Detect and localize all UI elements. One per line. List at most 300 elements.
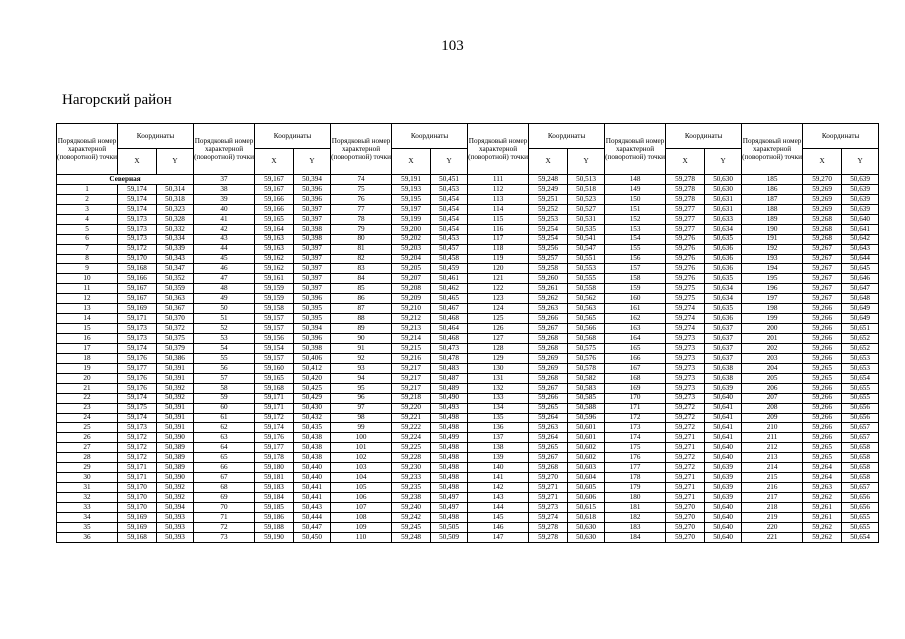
- y-cell: 50,392: [157, 483, 194, 493]
- point-number-cell: 142: [468, 483, 529, 493]
- point-number-cell: 10: [57, 274, 118, 284]
- point-number-cell: 126: [468, 324, 529, 334]
- point-number-cell: 174: [605, 433, 666, 443]
- y-cell: 50,604: [568, 473, 605, 483]
- point-number-cell: 128: [468, 343, 529, 353]
- x-cell: 59,245: [392, 522, 431, 532]
- point-number-cell: 55: [194, 353, 255, 363]
- x-cell: 59,267: [803, 254, 842, 264]
- y-cell: 50,631: [705, 194, 742, 204]
- point-number-cell: 124: [468, 304, 529, 314]
- y-cell: 50,640: [705, 502, 742, 512]
- coordinates-header: Координаты: [118, 124, 194, 149]
- point-number-cell: 21: [57, 383, 118, 393]
- point-number-cell: 23: [57, 403, 118, 413]
- x-cell: 59,265: [529, 443, 568, 453]
- y-cell: 50,582: [568, 373, 605, 383]
- table-row: [57, 184, 879, 194]
- point-number-cell: 134: [468, 403, 529, 413]
- x-cell: 59,172: [118, 453, 157, 463]
- table-row: [57, 294, 879, 304]
- y-cell: 50,555: [568, 274, 605, 284]
- point-number-cell: 179: [605, 483, 666, 493]
- x-cell: 59,186: [255, 512, 294, 522]
- y-cell: 50,392: [157, 393, 194, 403]
- point-number-cell: 176: [605, 453, 666, 463]
- x-cell: 59,172: [118, 433, 157, 443]
- y-cell: 50,444: [294, 512, 331, 522]
- y-cell: 50,498: [431, 463, 468, 473]
- y-cell: 50,639: [705, 383, 742, 393]
- x-cell: 59,154: [255, 343, 294, 353]
- y-cell: 50,497: [431, 493, 468, 503]
- table-row: [57, 194, 879, 204]
- y-cell: 50,391: [157, 373, 194, 383]
- x-cell: 59,159: [255, 284, 294, 294]
- y-cell: 50,531: [568, 214, 605, 224]
- x-cell: 59,215: [392, 343, 431, 353]
- y-cell: 50,647: [842, 284, 879, 294]
- x-cell: 59,272: [666, 413, 705, 423]
- point-number-cell: 135: [468, 413, 529, 423]
- x-cell: 59,157: [255, 324, 294, 334]
- x-cell: 59,166: [255, 194, 294, 204]
- x-cell: 59,265: [803, 453, 842, 463]
- point-number-cell: 199: [742, 314, 803, 324]
- point-number-cell: 136: [468, 423, 529, 433]
- x-cell: 59,262: [803, 532, 842, 542]
- y-cell: 50,541: [568, 234, 605, 244]
- x-cell: 59,177: [255, 443, 294, 453]
- y-cell: 50,566: [568, 324, 605, 334]
- x-cell: 59,183: [255, 483, 294, 493]
- x-cell: 59,168: [118, 532, 157, 542]
- x-cell: 59,166: [118, 274, 157, 284]
- x-cell: 59,266: [803, 413, 842, 423]
- point-number-cell: 133: [468, 393, 529, 403]
- x-cell: 59,176: [118, 383, 157, 393]
- point-number-cell: 30: [57, 473, 118, 483]
- y-cell: 50,518: [568, 184, 605, 194]
- x-cell: 59,276: [666, 264, 705, 274]
- x-cell: 59,266: [803, 314, 842, 324]
- point-number-cell: 65: [194, 453, 255, 463]
- point-number-cell: 84: [331, 274, 392, 284]
- x-cell: 59,171: [255, 393, 294, 403]
- y-cell: 50,513: [568, 175, 605, 185]
- x-cell: 59,170: [118, 254, 157, 264]
- table-row: [57, 393, 879, 403]
- x-cell: 59,253: [529, 214, 568, 224]
- y-cell: 50,568: [568, 334, 605, 344]
- x-cell: 59,273: [666, 373, 705, 383]
- x-cell: 59,263: [529, 423, 568, 433]
- table-row: [57, 443, 879, 453]
- point-number-cell: 24: [57, 413, 118, 423]
- y-cell: 50,453: [431, 234, 468, 244]
- y-cell: 50,657: [842, 483, 879, 493]
- x-cell: 59,168: [118, 264, 157, 274]
- x-cell: 59,266: [803, 393, 842, 403]
- point-number-cell: 191: [742, 234, 803, 244]
- y-cell: 50,645: [842, 264, 879, 274]
- y-cell: 50,641: [705, 413, 742, 423]
- x-cell: 59,177: [118, 363, 157, 373]
- x-header: X: [666, 149, 705, 175]
- point-number-cell: 162: [605, 314, 666, 324]
- point-number-cell: 50: [194, 304, 255, 314]
- y-cell: 50,615: [568, 502, 605, 512]
- point-number-cell: 22: [57, 393, 118, 403]
- point-number-cell: 94: [331, 373, 392, 383]
- y-cell: 50,440: [294, 463, 331, 473]
- x-cell: 59,199: [392, 214, 431, 224]
- x-cell: 59,221: [392, 413, 431, 423]
- point-number-cell: 107: [331, 502, 392, 512]
- y-cell: 50,420: [294, 373, 331, 383]
- point-number-cell: 210: [742, 423, 803, 433]
- y-cell: 50,596: [568, 413, 605, 423]
- x-cell: 59,240: [392, 502, 431, 512]
- point-number-cell: 53: [194, 334, 255, 344]
- point-number-cell: 85: [331, 284, 392, 294]
- x-cell: 59,269: [803, 194, 842, 204]
- point-number-cell: 109: [331, 522, 392, 532]
- x-cell: 59,273: [666, 393, 705, 403]
- x-cell: 59,174: [118, 194, 157, 204]
- x-cell: 59,228: [392, 453, 431, 463]
- x-cell: 59,277: [666, 224, 705, 234]
- y-cell: 50,644: [842, 254, 879, 264]
- y-cell: 50,318: [157, 194, 194, 204]
- x-cell: 59,271: [666, 483, 705, 493]
- y-cell: 50,343: [157, 254, 194, 264]
- y-cell: 50,352: [157, 274, 194, 284]
- point-number-cell: 148: [605, 175, 666, 185]
- coordinates-header: Координаты: [666, 124, 742, 149]
- y-cell: 50,641: [705, 433, 742, 443]
- x-cell: 59,156: [255, 334, 294, 344]
- y-cell: 50,392: [157, 493, 194, 503]
- point-number-cell: 138: [468, 443, 529, 453]
- y-cell: 50,638: [705, 373, 742, 383]
- x-cell: 59,256: [529, 244, 568, 254]
- x-cell: 59,167: [118, 294, 157, 304]
- point-number-cell: 139: [468, 453, 529, 463]
- point-number-cell: 170: [605, 393, 666, 403]
- point-number-cell: 35: [57, 522, 118, 532]
- y-cell: 50,441: [294, 493, 331, 503]
- point-number-cell: 100: [331, 433, 392, 443]
- point-number-cell: 46: [194, 264, 255, 274]
- y-cell: 50,551: [568, 254, 605, 264]
- point-number-cell: 110: [331, 532, 392, 542]
- x-cell: 59,174: [118, 343, 157, 353]
- y-cell: 50,396: [294, 184, 331, 194]
- x-cell: 59,168: [255, 383, 294, 393]
- y-cell: 50,640: [705, 453, 742, 463]
- point-number-cell: 201: [742, 334, 803, 344]
- table-row: [57, 423, 879, 433]
- x-cell: 59,214: [392, 334, 431, 344]
- point-number-cell: 130: [468, 363, 529, 373]
- y-cell: 50,588: [568, 403, 605, 413]
- x-cell: 59,213: [392, 324, 431, 334]
- y-cell: 50,468: [431, 334, 468, 344]
- x-cell: 59,268: [803, 234, 842, 244]
- y-cell: 50,425: [294, 383, 331, 393]
- point-number-cell: 91: [331, 343, 392, 353]
- y-cell: 50,651: [842, 324, 879, 334]
- y-cell: 50,509: [431, 532, 468, 542]
- point-number-cell: 15: [57, 324, 118, 334]
- y-cell: 50,498: [431, 512, 468, 522]
- point-number-cell: 193: [742, 254, 803, 264]
- x-cell: 59,169: [118, 512, 157, 522]
- point-number-cell: 44: [194, 244, 255, 254]
- x-cell: 59,254: [529, 234, 568, 244]
- table-row: [57, 324, 879, 334]
- x-cell: 59,173: [118, 214, 157, 224]
- y-cell: 50,498: [431, 443, 468, 453]
- y-cell: 50,397: [294, 274, 331, 284]
- point-number-header: Порядковый номер характерной (поворотной) точки: [468, 124, 529, 175]
- x-cell: 59,276: [666, 244, 705, 254]
- x-cell: 59,242: [392, 512, 431, 522]
- x-cell: 59,274: [666, 324, 705, 334]
- y-cell: 50,652: [842, 343, 879, 353]
- point-number-cell: 42: [194, 224, 255, 234]
- point-number-cell: 198: [742, 304, 803, 314]
- x-cell: 59,167: [118, 284, 157, 294]
- table-row: [57, 264, 879, 274]
- point-number-cell: 121: [468, 274, 529, 284]
- y-cell: 50,467: [431, 304, 468, 314]
- y-cell: 50,498: [431, 483, 468, 493]
- point-number-cell: 47: [194, 274, 255, 284]
- y-cell: 50,457: [431, 244, 468, 254]
- x-cell: 59,175: [118, 403, 157, 413]
- x-cell: 59,167: [255, 175, 294, 185]
- table-row: [57, 522, 879, 532]
- x-cell: 59,166: [255, 204, 294, 214]
- point-number-cell: 86: [331, 294, 392, 304]
- x-cell: 59,268: [803, 224, 842, 234]
- y-cell: 50,631: [705, 204, 742, 214]
- y-cell: 50,655: [842, 512, 879, 522]
- y-header: Y: [431, 149, 468, 175]
- point-number-cell: 120: [468, 264, 529, 274]
- point-number-cell: 165: [605, 343, 666, 353]
- y-cell: 50,535: [568, 224, 605, 234]
- x-cell: 59,163: [255, 234, 294, 244]
- point-number-cell: 149: [605, 184, 666, 194]
- y-cell: 50,363: [157, 294, 194, 304]
- point-number-cell: 181: [605, 502, 666, 512]
- y-cell: 50,396: [294, 334, 331, 344]
- x-cell: 59,169: [118, 522, 157, 532]
- table-row: [57, 493, 879, 503]
- y-cell: 50,637: [705, 324, 742, 334]
- x-header: X: [392, 149, 431, 175]
- y-header: Y: [842, 149, 879, 175]
- x-cell: 59,265: [803, 363, 842, 373]
- point-number-cell: 39: [194, 194, 255, 204]
- y-cell: 50,636: [705, 254, 742, 264]
- y-cell: 50,643: [842, 244, 879, 254]
- table-row: [57, 254, 879, 264]
- point-number-cell: 141: [468, 473, 529, 483]
- point-number-cell: 167: [605, 363, 666, 373]
- x-cell: 59,171: [118, 314, 157, 324]
- x-cell: 59,165: [255, 214, 294, 224]
- x-cell: 59,158: [255, 304, 294, 314]
- y-cell: 50,478: [431, 353, 468, 363]
- y-cell: 50,450: [294, 532, 331, 542]
- point-number-cell: 106: [331, 493, 392, 503]
- point-number-cell: 75: [331, 184, 392, 194]
- point-number-cell: 72: [194, 522, 255, 532]
- y-cell: 50,653: [842, 363, 879, 373]
- point-number-cell: 127: [468, 334, 529, 344]
- x-cell: 59,271: [529, 493, 568, 503]
- point-number-cell: 12: [57, 294, 118, 304]
- y-cell: 50,637: [705, 334, 742, 344]
- x-cell: 59,271: [666, 443, 705, 453]
- point-number-cell: 159: [605, 284, 666, 294]
- point-number-cell: 54: [194, 343, 255, 353]
- x-cell: 59,266: [529, 314, 568, 324]
- y-cell: 50,655: [842, 383, 879, 393]
- y-cell: 50,635: [705, 304, 742, 314]
- point-number-cell: 6: [57, 234, 118, 244]
- x-cell: 59,268: [803, 214, 842, 224]
- x-cell: 59,165: [255, 373, 294, 383]
- x-cell: 59,270: [666, 522, 705, 532]
- point-number-cell: 89: [331, 324, 392, 334]
- x-cell: 59,278: [529, 522, 568, 532]
- point-number-cell: 164: [605, 334, 666, 344]
- y-cell: 50,443: [294, 502, 331, 512]
- x-cell: 59,191: [392, 175, 431, 185]
- point-number-cell: 4: [57, 214, 118, 224]
- point-number-cell: 2: [57, 194, 118, 204]
- y-cell: 50,639: [842, 204, 879, 214]
- x-cell: 59,238: [392, 493, 431, 503]
- y-cell: 50,406: [294, 353, 331, 363]
- y-cell: 50,332: [157, 224, 194, 234]
- x-cell: 59,264: [803, 463, 842, 473]
- point-number-cell: 203: [742, 353, 803, 363]
- x-cell: 59,169: [118, 304, 157, 314]
- x-cell: 59,167: [255, 184, 294, 194]
- table-row: [57, 234, 879, 244]
- y-cell: 50,583: [568, 383, 605, 393]
- x-cell: 59,174: [118, 393, 157, 403]
- x-cell: 59,268: [529, 343, 568, 353]
- y-cell: 50,462: [431, 284, 468, 294]
- x-cell: 59,174: [255, 423, 294, 433]
- y-cell: 50,634: [705, 294, 742, 304]
- point-number-cell: 19: [57, 363, 118, 373]
- y-cell: 50,370: [157, 314, 194, 324]
- y-cell: 50,454: [431, 194, 468, 204]
- y-header: Y: [705, 149, 742, 175]
- table-row: [57, 274, 879, 284]
- x-cell: 59,176: [118, 373, 157, 383]
- x-cell: 59,258: [529, 264, 568, 274]
- x-cell: 59,249: [529, 184, 568, 194]
- y-cell: 50,453: [431, 184, 468, 194]
- point-number-cell: 150: [605, 194, 666, 204]
- x-cell: 59,208: [392, 284, 431, 294]
- y-cell: 50,523: [568, 194, 605, 204]
- point-number-cell: 132: [468, 383, 529, 393]
- point-number-cell: 93: [331, 363, 392, 373]
- point-number-cell: 206: [742, 383, 803, 393]
- x-cell: 59,263: [529, 304, 568, 314]
- x-cell: 59,278: [666, 194, 705, 204]
- y-cell: 50,391: [157, 403, 194, 413]
- x-cell: 59,266: [803, 353, 842, 363]
- x-cell: 59,270: [666, 512, 705, 522]
- y-cell: 50,497: [431, 502, 468, 512]
- x-cell: 59,204: [392, 254, 431, 264]
- point-number-cell: 151: [605, 204, 666, 214]
- point-number-cell: 14: [57, 314, 118, 324]
- point-number-cell: 192: [742, 244, 803, 254]
- point-number-cell: 117: [468, 234, 529, 244]
- y-cell: 50,653: [842, 353, 879, 363]
- y-cell: 50,640: [705, 522, 742, 532]
- x-cell: 59,274: [666, 304, 705, 314]
- point-number-cell: 113: [468, 194, 529, 204]
- table-row: [57, 512, 879, 522]
- table-row: [57, 403, 879, 413]
- x-cell: 59,171: [118, 473, 157, 483]
- point-number-cell: 189: [742, 214, 803, 224]
- y-cell: 50,451: [431, 175, 468, 185]
- point-number-cell: 7: [57, 244, 118, 254]
- point-number-cell: 32: [57, 493, 118, 503]
- point-number-cell: 144: [468, 502, 529, 512]
- point-number-cell: 211: [742, 433, 803, 443]
- y-cell: 50,578: [568, 363, 605, 373]
- table-row: [57, 214, 879, 224]
- x-cell: 59,172: [118, 244, 157, 254]
- point-number-cell: 17: [57, 343, 118, 353]
- x-cell: 59,272: [666, 403, 705, 413]
- point-number-cell: 158: [605, 274, 666, 284]
- point-number-cell: 97: [331, 403, 392, 413]
- y-cell: 50,395: [294, 304, 331, 314]
- point-number-cell: 80: [331, 234, 392, 244]
- y-cell: 50,558: [568, 284, 605, 294]
- point-number-cell: 182: [605, 512, 666, 522]
- y-cell: 50,339: [157, 244, 194, 254]
- point-number-cell: 37: [194, 175, 255, 185]
- x-cell: 59,271: [666, 473, 705, 483]
- x-cell: 59,173: [118, 423, 157, 433]
- y-header: Y: [568, 149, 605, 175]
- x-cell: 59,222: [392, 423, 431, 433]
- y-cell: 50,432: [294, 413, 331, 423]
- y-cell: 50,656: [842, 502, 879, 512]
- table-row: [57, 343, 879, 353]
- x-cell: 59,188: [255, 522, 294, 532]
- x-cell: 59,248: [529, 175, 568, 185]
- y-cell: 50,636: [705, 314, 742, 324]
